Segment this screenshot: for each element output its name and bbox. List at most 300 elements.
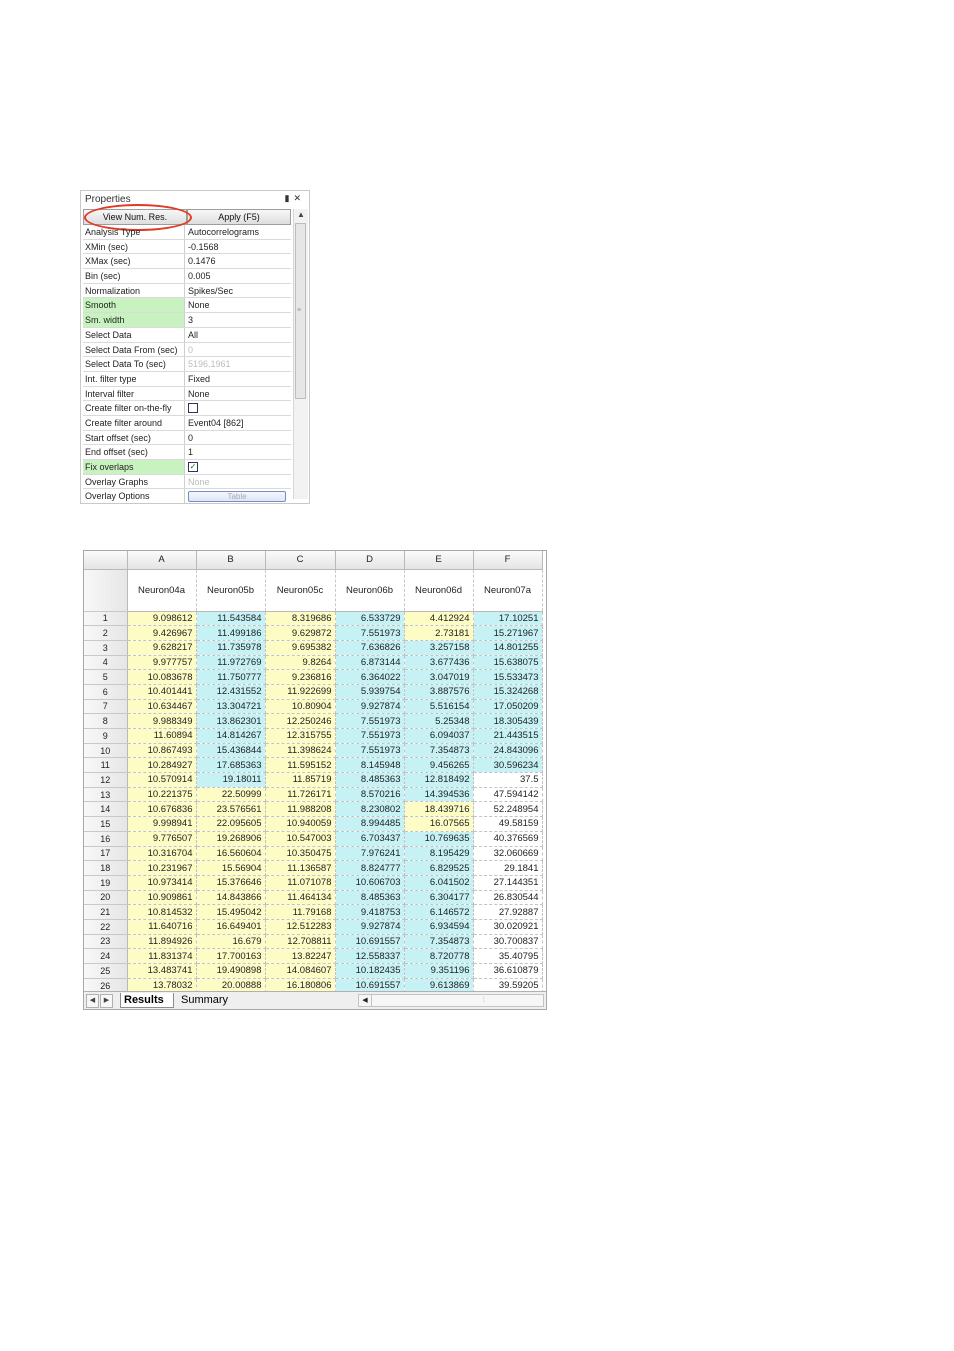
data-cell[interactable]: 11.726171	[265, 787, 335, 802]
data-cell[interactable]: 27.92887	[473, 905, 542, 920]
property-row[interactable]	[83, 431, 291, 446]
column-header[interactable]: D	[335, 551, 404, 569]
property-checkbox-cell[interactable]	[185, 401, 291, 415]
property-row[interactable]	[83, 475, 291, 490]
property-key: Normalization	[83, 284, 185, 298]
data-cell[interactable]: 9.628217	[127, 640, 196, 655]
data-cell[interactable]: 7.354873	[404, 934, 473, 949]
data-cell[interactable]: 29.1841	[473, 861, 542, 876]
table-row	[84, 875, 542, 890]
row-header[interactable]: 11	[84, 758, 127, 773]
data-cell[interactable]: 15.638075	[473, 655, 542, 670]
property-value[interactable]: 0	[188, 432, 194, 443]
data-cell[interactable]: 19.268906	[196, 831, 265, 846]
data-cell[interactable]: 10.221375	[127, 787, 196, 802]
data-cell[interactable]: 8.570216	[335, 787, 404, 802]
data-cell[interactable]: 10.284927	[127, 758, 196, 773]
data-cell[interactable]: 9.098612	[127, 611, 196, 626]
data-cell[interactable]: 10.182435	[335, 964, 404, 979]
row-header[interactable]: 17	[84, 846, 127, 861]
data-cell[interactable]: 11.972769	[196, 655, 265, 670]
data-cell[interactable]: 14.843866	[196, 890, 265, 905]
row-header[interactable]: 10	[84, 743, 127, 758]
data-cell[interactable]: 12.818492	[404, 773, 473, 788]
data-cell[interactable]: 12.250246	[265, 714, 335, 729]
row-header[interactable]: 13	[84, 787, 127, 802]
data-cell[interactable]: 11.595152	[265, 758, 335, 773]
row-header[interactable]: 6	[84, 684, 127, 699]
data-cell[interactable]: 3.047019	[404, 670, 473, 685]
row-header[interactable]: 21	[84, 905, 127, 920]
data-cell[interactable]: 30.596234	[473, 758, 542, 773]
table-row	[84, 743, 542, 758]
table-row	[84, 729, 542, 744]
checkbox[interactable]	[188, 403, 198, 413]
data-cell[interactable]: 8.485363	[335, 890, 404, 905]
data-cell[interactable]: 9.613869	[404, 978, 473, 993]
property-row[interactable]	[83, 372, 291, 387]
tab-results[interactable]: Results	[120, 993, 174, 1008]
data-cell[interactable]: 8.994485	[335, 817, 404, 832]
property-value[interactable]: Event04 [862]	[188, 417, 244, 428]
property-checkbox-cell[interactable]	[185, 460, 291, 474]
data-cell[interactable]: 32.060669	[473, 846, 542, 861]
data-cell[interactable]: 10.606703	[335, 875, 404, 890]
data-cell[interactable]: 8.824777	[335, 861, 404, 876]
property-row[interactable]	[83, 328, 291, 343]
data-cell[interactable]: 9.426967	[127, 626, 196, 641]
property-key: Create filter on-the-fly	[83, 401, 185, 415]
property-row[interactable]	[83, 445, 291, 460]
data-cell[interactable]: 11.894926	[127, 934, 196, 949]
data-cell[interactable]: 9.988349	[127, 714, 196, 729]
data-cell[interactable]: 14.084607	[265, 964, 335, 979]
data-cell[interactable]: 15.324268	[473, 684, 542, 699]
data-cell[interactable]: 35.40795	[473, 949, 542, 964]
data-cell[interactable]: 10.634467	[127, 699, 196, 714]
data-cell[interactable]: 7.354873	[404, 743, 473, 758]
data-cell[interactable]: 16.560604	[196, 846, 265, 861]
data-cell[interactable]: 12.431552	[196, 684, 265, 699]
property-value[interactable]: Spikes/Sec	[188, 285, 234, 296]
property-key: Bin (sec)	[83, 269, 185, 283]
data-cell[interactable]: 13.304721	[196, 699, 265, 714]
data-cell[interactable]: 16.180806	[265, 978, 335, 993]
property-row[interactable]	[83, 313, 291, 328]
data-cell[interactable]: 40.376569	[473, 831, 542, 846]
property-key: Select Data	[83, 328, 185, 342]
property-value[interactable]: 0.1476	[188, 256, 216, 267]
data-cell[interactable]: 6.703437	[335, 831, 404, 846]
table-row	[84, 758, 542, 773]
data-cell[interactable]: 11.831374	[127, 949, 196, 964]
data-cell[interactable]: 36.610879	[473, 964, 542, 979]
row-header[interactable]: 16	[84, 831, 127, 846]
data-cell[interactable]: 23.576561	[196, 802, 265, 817]
neuron-name-cell[interactable]: Neuron04a	[127, 569, 196, 611]
property-value[interactable]: 3	[188, 315, 194, 326]
results-table	[84, 551, 543, 993]
overlay-table-button[interactable]: Table	[188, 491, 286, 502]
properties-panel	[80, 190, 310, 504]
property-row[interactable]	[83, 343, 291, 358]
data-cell[interactable]: 47.594142	[473, 787, 542, 802]
data-cell[interactable]: 7.551973	[335, 714, 404, 729]
data-cell[interactable]: 3.257158	[404, 640, 473, 655]
row-header[interactable]: 14	[84, 802, 127, 817]
table-row	[84, 787, 542, 802]
data-cell[interactable]: 6.873144	[335, 655, 404, 670]
data-cell[interactable]: 49.58159	[473, 817, 542, 832]
row-header[interactable]: 8	[84, 714, 127, 729]
data-cell[interactable]: 10.401441	[127, 684, 196, 699]
data-cell[interactable]: 10.570914	[127, 773, 196, 788]
table-row	[84, 773, 542, 788]
data-cell[interactable]: 10.80904	[265, 699, 335, 714]
table-row	[84, 846, 542, 861]
data-cell[interactable]: 12.708811	[265, 934, 335, 949]
property-key: Analysis Type	[83, 225, 185, 239]
select-all-corner[interactable]	[84, 551, 127, 569]
hscroll-grip-icon: ⦙	[483, 997, 485, 1004]
property-key: Smooth	[83, 298, 185, 312]
data-cell[interactable]: 12.315755	[265, 729, 335, 744]
data-cell[interactable]: 7.636826	[335, 640, 404, 655]
data-cell[interactable]: 16.07565	[404, 817, 473, 832]
table-row	[84, 626, 542, 641]
data-cell[interactable]: 9.629872	[265, 626, 335, 641]
table-row	[84, 611, 542, 626]
property-value[interactable]: 1	[188, 447, 194, 458]
table-row	[84, 919, 542, 934]
data-cell[interactable]: 5.939754	[335, 684, 404, 699]
row-header[interactable]: 23	[84, 934, 127, 949]
data-cell[interactable]: 6.364022	[335, 670, 404, 685]
row-header[interactable]: 5	[84, 670, 127, 685]
checked-checkbox[interactable]: ✓	[189, 462, 197, 471]
data-cell[interactable]: 11.071078	[265, 875, 335, 890]
data-cell[interactable]: 12.512283	[265, 919, 335, 934]
data-cell[interactable]: 15.271967	[473, 626, 542, 641]
property-value[interactable]: 0	[188, 344, 194, 355]
data-cell[interactable]: 13.483741	[127, 964, 196, 979]
table-row	[84, 905, 542, 920]
property-row[interactable]	[83, 298, 291, 313]
data-cell[interactable]: 9.351196	[404, 964, 473, 979]
row-header[interactable]: 2	[84, 626, 127, 641]
row-header[interactable]: 24	[84, 949, 127, 964]
data-cell[interactable]: 14.814267	[196, 729, 265, 744]
row-header[interactable]: 25	[84, 964, 127, 979]
data-cell[interactable]: 11.922699	[265, 684, 335, 699]
property-row[interactable]	[83, 489, 291, 504]
data-cell[interactable]: 17.10251	[473, 611, 542, 626]
data-cell[interactable]: 11.543584	[196, 611, 265, 626]
table-row	[84, 684, 542, 699]
data-cell[interactable]: 8.230802	[335, 802, 404, 817]
property-row[interactable]	[83, 254, 291, 269]
data-cell[interactable]: 15.436844	[196, 743, 265, 758]
scroll-left-icon[interactable]: ◀	[359, 995, 372, 1006]
data-cell[interactable]: 7.551973	[335, 626, 404, 641]
data-cell[interactable]: 17.050209	[473, 699, 542, 714]
property-key: Select Data To (sec)	[83, 357, 185, 371]
data-cell[interactable]: 9.927874	[335, 919, 404, 934]
tab-next-icon[interactable]: ▶	[100, 994, 113, 1008]
data-cell[interactable]: 9.8264	[265, 655, 335, 670]
row-header[interactable]: 20	[84, 890, 127, 905]
data-cell[interactable]: 8.485363	[335, 773, 404, 788]
data-cell[interactable]: 18.439716	[404, 802, 473, 817]
table-row	[84, 934, 542, 949]
data-cell[interactable]: 27.144351	[473, 875, 542, 890]
table-row	[84, 964, 542, 979]
data-cell[interactable]: 7.551973	[335, 729, 404, 744]
view-num-res-button[interactable]: View Num. Res.	[83, 209, 187, 225]
data-cell[interactable]: 15.495042	[196, 905, 265, 920]
data-cell[interactable]: 3.677436	[404, 655, 473, 670]
property-value[interactable]	[185, 489, 291, 503]
data-cell[interactable]: 5.516154	[404, 699, 473, 714]
data-cell[interactable]: 6.146572	[404, 905, 473, 920]
data-cell[interactable]: 8.195429	[404, 846, 473, 861]
data-cell[interactable]: 24.843096	[473, 743, 542, 758]
data-cell[interactable]: 5.25348	[404, 714, 473, 729]
row-header-blank[interactable]	[84, 569, 127, 611]
data-cell[interactable]: 30.700837	[473, 934, 542, 949]
data-cell[interactable]: 9.236816	[265, 670, 335, 685]
data-cell[interactable]: 11.136587	[265, 861, 335, 876]
row-header[interactable]: 15	[84, 817, 127, 832]
row-header[interactable]: 19	[84, 875, 127, 890]
data-cell[interactable]: 6.094037	[404, 729, 473, 744]
property-key: Overlay Options	[83, 489, 185, 503]
property-key: XMin (sec)	[83, 240, 185, 254]
column-header[interactable]: E	[404, 551, 473, 569]
data-cell[interactable]: 11.735978	[196, 640, 265, 655]
tab-summary[interactable]: Summary	[181, 994, 229, 1006]
data-cell[interactable]: 15.533473	[473, 670, 542, 685]
data-cell[interactable]: 39.59205	[473, 978, 542, 993]
property-value[interactable]: None	[188, 476, 210, 487]
data-cell[interactable]: 8.145948	[335, 758, 404, 773]
neuron-name-cell[interactable]: Neuron05c	[265, 569, 335, 611]
apply-button[interactable]: Apply (F5)	[187, 209, 291, 225]
data-cell[interactable]: 9.998941	[127, 817, 196, 832]
data-cell[interactable]: 11.750777	[196, 670, 265, 685]
data-cell[interactable]: 22.095605	[196, 817, 265, 832]
data-cell[interactable]: 7.976241	[335, 846, 404, 861]
tab-prev-icon[interactable]: ◀	[86, 994, 99, 1008]
data-cell[interactable]: 4.412924	[404, 611, 473, 626]
pin-icon[interactable]: ▮	[284, 193, 294, 203]
data-cell[interactable]: 15.376646	[196, 875, 265, 890]
row-header[interactable]: 26	[84, 978, 127, 993]
property-value[interactable]: -0.1568	[188, 241, 219, 252]
data-cell[interactable]: 11.85719	[265, 773, 335, 788]
column-header[interactable]: B	[196, 551, 265, 569]
close-icon[interactable]: ✕	[293, 193, 305, 203]
data-cell[interactable]: 9.927874	[335, 699, 404, 714]
property-grid	[83, 225, 291, 504]
row-header[interactable]: 12	[84, 773, 127, 788]
property-value[interactable]: 5196.1961	[188, 359, 231, 370]
property-key: Fix overlaps	[83, 460, 185, 474]
data-cell[interactable]: 9.977757	[127, 655, 196, 670]
data-cell[interactable]: 10.814532	[127, 905, 196, 920]
property-key: Int. filter type	[83, 372, 185, 386]
data-cell[interactable]: 17.685363	[196, 758, 265, 773]
data-cell[interactable]: 9.776507	[127, 831, 196, 846]
data-cell[interactable]: 21.443515	[473, 729, 542, 744]
data-cell[interactable]: 9.695382	[265, 640, 335, 655]
data-cell[interactable]: 12.558337	[335, 949, 404, 964]
property-value[interactable]: Autocorrelograms	[188, 227, 260, 237]
data-cell[interactable]: 10.769635	[404, 831, 473, 846]
column-header[interactable]: A	[127, 551, 196, 569]
property-value[interactable]: None	[188, 300, 210, 311]
data-cell[interactable]: 11.398624	[265, 743, 335, 758]
data-cell[interactable]: 9.418753	[335, 905, 404, 920]
scroll-grip-icon: ≡	[297, 307, 302, 314]
data-cell[interactable]: 6.041502	[404, 875, 473, 890]
neuron-name-cell[interactable]: Neuron06d	[404, 569, 473, 611]
data-cell[interactable]: 15.56904	[196, 861, 265, 876]
data-cell[interactable]: 10.316704	[127, 846, 196, 861]
property-row[interactable]	[83, 401, 291, 416]
data-cell[interactable]: 10.083678	[127, 670, 196, 685]
data-cell[interactable]: 10.973414	[127, 875, 196, 890]
column-header[interactable]: C	[265, 551, 335, 569]
data-cell[interactable]: 19.490898	[196, 964, 265, 979]
data-cell[interactable]: 10.231967	[127, 861, 196, 876]
row-header[interactable]: 1	[84, 611, 127, 626]
table-row	[84, 890, 542, 905]
table-row	[84, 802, 542, 817]
table-row	[84, 714, 542, 729]
data-cell[interactable]: 14.801255	[473, 640, 542, 655]
data-cell[interactable]: 26.830544	[473, 890, 542, 905]
table-row	[84, 817, 542, 832]
data-cell[interactable]: 11.640716	[127, 919, 196, 934]
property-row[interactable]	[83, 225, 291, 240]
property-row[interactable]	[83, 357, 291, 372]
data-cell[interactable]: 16.649401	[196, 919, 265, 934]
data-cell[interactable]: 16.679	[196, 934, 265, 949]
table-row	[84, 640, 542, 655]
property-key: Sm. width	[83, 313, 185, 327]
data-cell[interactable]: 7.551973	[335, 743, 404, 758]
property-key: Overlay Graphs	[83, 475, 185, 489]
table-row	[84, 831, 542, 846]
neuron-name-cell[interactable]: Neuron05b	[196, 569, 265, 611]
property-key: Create filter around	[83, 416, 185, 430]
row-header[interactable]: 3	[84, 640, 127, 655]
property-row[interactable]	[83, 460, 291, 475]
data-cell[interactable]: 6.829525	[404, 861, 473, 876]
data-cell[interactable]: 10.909861	[127, 890, 196, 905]
neuron-name-cell[interactable]: Neuron07a	[473, 569, 542, 611]
sheet-tabs-bar	[84, 991, 546, 1010]
data-cell[interactable]: 18.305439	[473, 714, 542, 729]
property-row[interactable]	[83, 387, 291, 402]
data-cell[interactable]: 8.720778	[404, 949, 473, 964]
data-cell[interactable]: 22.50999	[196, 787, 265, 802]
property-value[interactable]: None	[188, 388, 210, 399]
neuron-name-cell[interactable]: Neuron06b	[335, 569, 404, 611]
data-cell[interactable]: 37.5	[473, 773, 542, 788]
data-cell[interactable]: 8.319686	[265, 611, 335, 626]
data-cell[interactable]: 17.700163	[196, 949, 265, 964]
data-cell[interactable]: 10.691557	[335, 978, 404, 993]
properties-scrollbar[interactable]	[293, 209, 308, 499]
data-cell[interactable]: 11.79168	[265, 905, 335, 920]
data-cell[interactable]: 19.18011	[196, 773, 265, 788]
data-cell[interactable]: 10.691557	[335, 934, 404, 949]
row-header[interactable]: 7	[84, 699, 127, 714]
data-cell[interactable]: 10.867493	[127, 743, 196, 758]
data-cell[interactable]: 13.78032	[127, 978, 196, 993]
results-spreadsheet	[83, 550, 547, 1010]
data-cell[interactable]: 14.394536	[404, 787, 473, 802]
row-header[interactable]: 22	[84, 919, 127, 934]
property-key: Interval filter	[83, 387, 185, 401]
column-header[interactable]: F	[473, 551, 542, 569]
table-row	[84, 699, 542, 714]
data-cell[interactable]: 11.60894	[127, 729, 196, 744]
row-header[interactable]: 9	[84, 729, 127, 744]
data-cell[interactable]: 10.676836	[127, 802, 196, 817]
property-key: XMax (sec)	[83, 254, 185, 268]
property-row[interactable]	[83, 269, 291, 284]
table-row	[84, 949, 542, 964]
data-cell[interactable]: 11.988208	[265, 802, 335, 817]
data-cell[interactable]: 52.248954	[473, 802, 542, 817]
property-row[interactable]	[83, 416, 291, 431]
property-value[interactable]: Fixed	[188, 373, 211, 384]
property-row[interactable]	[83, 284, 291, 299]
horizontal-scrollbar[interactable]	[358, 994, 544, 1007]
data-cell[interactable]: 3.887576	[404, 684, 473, 699]
data-cell[interactable]: 2.73181	[404, 626, 473, 641]
scroll-up-icon[interactable]: ▲	[297, 210, 305, 219]
property-key: Select Data From (sec)	[83, 343, 185, 357]
data-cell[interactable]: 20.00888	[196, 978, 265, 993]
data-cell[interactable]: 6.934594	[404, 919, 473, 934]
panel-title-icons	[285, 193, 306, 204]
data-cell[interactable]: 10.940059	[265, 817, 335, 832]
property-value[interactable]: 0.005	[188, 271, 211, 282]
data-cell[interactable]: 6.304177	[404, 890, 473, 905]
data-cell[interactable]: 13.82247	[265, 949, 335, 964]
property-key: Start offset (sec)	[83, 431, 185, 445]
data-cell[interactable]: 13.862301	[196, 714, 265, 729]
data-cell[interactable]: 30.020921	[473, 919, 542, 934]
data-cell[interactable]: 9.456265	[404, 758, 473, 773]
data-cell[interactable]: 11.464134	[265, 890, 335, 905]
data-cell[interactable]: 6.533729	[335, 611, 404, 626]
property-key: End offset (sec)	[83, 445, 185, 459]
data-cell[interactable]: 11.499186	[196, 626, 265, 641]
data-cell[interactable]: 10.547003	[265, 831, 335, 846]
panel-title: Properties	[85, 194, 131, 205]
property-row[interactable]	[83, 240, 291, 255]
property-value[interactable]: All	[188, 329, 199, 340]
row-header[interactable]: 18	[84, 861, 127, 876]
table-row	[84, 655, 542, 670]
row-header[interactable]: 4	[84, 655, 127, 670]
data-cell[interactable]: 10.350475	[265, 846, 335, 861]
